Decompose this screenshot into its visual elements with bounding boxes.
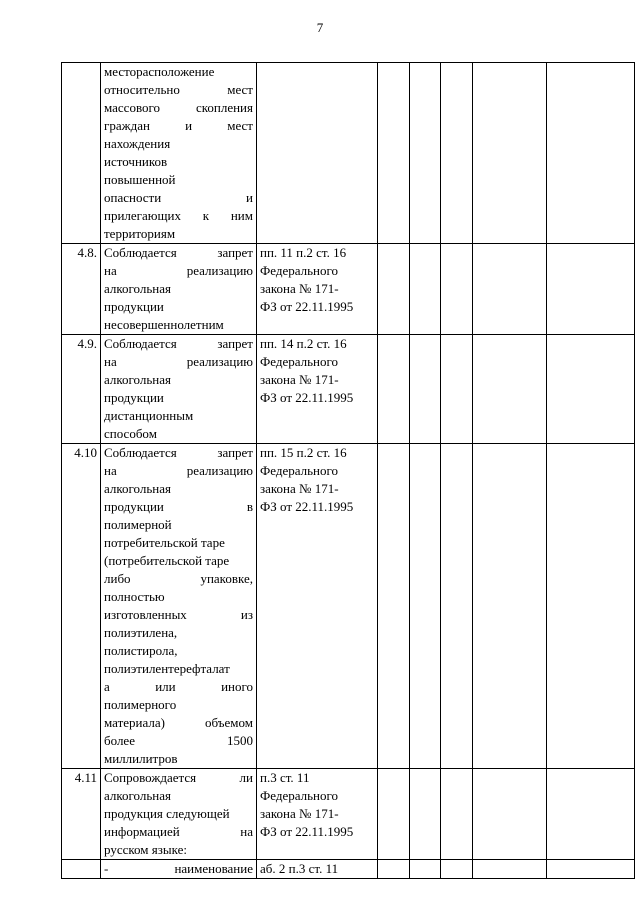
requirement-line: [104, 769, 253, 787]
word: ним: [230, 208, 253, 223]
empty-cell: [473, 244, 547, 335]
word: реализацию: [186, 263, 253, 278]
requirement-line: [104, 732, 253, 750]
empty-cell: [378, 335, 410, 444]
word: и: [246, 190, 253, 205]
word: мест: [227, 118, 253, 133]
requirement-line: алкогольная: [104, 372, 171, 387]
requirement-text: [101, 63, 257, 244]
requirement-line: [104, 262, 253, 280]
legal-reference-line: Федерального: [260, 463, 339, 478]
word: материала): [104, 715, 165, 730]
legal-reference-line: пп. 14 п.2 ст. 16: [260, 336, 347, 351]
word: объемом: [205, 715, 253, 730]
legal-reference-line: закона № 171-: [260, 281, 339, 296]
word: из: [240, 607, 253, 622]
legal-reference: [257, 335, 378, 444]
requirement-line: [104, 81, 253, 99]
requirement-line: [104, 678, 253, 696]
word: граждан: [104, 118, 150, 133]
empty-cell: [410, 860, 441, 879]
empty-cell: [441, 769, 473, 860]
word: на: [104, 354, 117, 369]
word: 1500: [227, 733, 253, 748]
empty-cell: [473, 335, 547, 444]
requirement-line: [104, 462, 253, 480]
word: изготовленных: [104, 607, 187, 622]
requirement-line: [104, 189, 253, 207]
requirement-line: месторасположение: [104, 64, 215, 79]
empty-cell: [473, 769, 547, 860]
requirement-line: повышенной: [104, 172, 176, 187]
word: мест: [227, 82, 253, 97]
empty-cell: [547, 244, 635, 335]
requirement-line: миллилитров: [104, 751, 178, 766]
requirement-text: [101, 335, 257, 444]
requirement-line: [104, 498, 253, 516]
requirement-line: [104, 714, 253, 732]
empty-cell: [378, 63, 410, 244]
legal-reference-line: ФЗ от 22.11.1995: [260, 499, 354, 514]
empty-cell: [473, 444, 547, 769]
word: либо: [104, 571, 131, 586]
requirement-text: [101, 444, 257, 769]
word: запрет: [217, 336, 253, 351]
word: скопления: [195, 100, 253, 115]
word: на: [240, 824, 253, 839]
word: или: [155, 679, 176, 694]
legal-reference-line: ФЗ от 22.11.1995: [260, 390, 354, 405]
requirement-line: несовершеннолетним: [104, 317, 224, 332]
legal-reference-line: закона № 171-: [260, 806, 339, 821]
requirement-line: алкогольная: [104, 788, 171, 803]
row-number: 4.9.: [62, 335, 101, 444]
table-row: [62, 860, 635, 879]
empty-cell: [547, 63, 635, 244]
word: Соблюдается: [104, 245, 177, 260]
word: наименование: [174, 861, 253, 876]
empty-cell: [410, 335, 441, 444]
word: и: [185, 118, 193, 133]
word: на: [104, 463, 117, 478]
empty-cell: [547, 335, 635, 444]
empty-cell: [441, 335, 473, 444]
word: к: [202, 208, 210, 223]
requirement-line: алкогольная: [104, 281, 171, 296]
empty-cell: [547, 769, 635, 860]
word: информацией: [104, 824, 180, 839]
row-number: [62, 860, 101, 879]
legal-reference-line: закона № 171-: [260, 372, 339, 387]
table-row: [62, 244, 635, 335]
legal-reference: [257, 860, 378, 879]
empty-cell: [547, 860, 635, 879]
requirement-line: [104, 860, 253, 878]
empty-cell: [473, 860, 547, 879]
requirement-line: полимерного: [104, 697, 177, 712]
legal-reference-line: ФЗ от 22.11.1995: [260, 299, 354, 314]
legal-reference-line: аб. 2 п.3 ст. 11: [260, 861, 339, 876]
legal-reference-line: пп. 11 п.2 ст. 16: [260, 245, 347, 260]
requirement-line: [104, 335, 253, 353]
empty-cell: [441, 444, 473, 769]
requirement-line: [104, 353, 253, 371]
row-number: [62, 63, 101, 244]
requirement-line: [104, 207, 253, 225]
word: запрет: [217, 245, 253, 260]
word: Сопровождается: [104, 770, 197, 785]
word: реализацию: [186, 463, 253, 478]
requirement-text: [101, 860, 257, 879]
requirement-line: полимерной: [104, 517, 172, 532]
empty-cell: [378, 244, 410, 335]
requirement-line: полистирола,: [104, 643, 178, 658]
legal-reference: [257, 769, 378, 860]
word: запрет: [217, 445, 253, 460]
empty-cell: [441, 244, 473, 335]
requirement-text: [101, 244, 257, 335]
word: Соблюдается: [104, 445, 177, 460]
requirement-line: потребительской таре: [104, 535, 225, 550]
table-row: [62, 769, 635, 860]
requirement-line: полиэтилентерефталат: [104, 661, 230, 676]
word: Соблюдается: [104, 336, 177, 351]
requirement-line: [104, 99, 253, 117]
legal-reference-line: пп. 15 п.2 ст. 16: [260, 445, 347, 460]
word: упаковке,: [200, 571, 253, 586]
legal-reference-line: Федерального: [260, 788, 339, 803]
table-row: [62, 444, 635, 769]
empty-cell: [473, 63, 547, 244]
legal-reference: [257, 444, 378, 769]
requirement-line: [104, 606, 253, 624]
empty-cell: [547, 444, 635, 769]
empty-cell: [410, 244, 441, 335]
requirement-line: территориям: [104, 226, 176, 241]
legal-reference-line: закона № 171-: [260, 481, 339, 496]
word: ли: [239, 770, 253, 785]
empty-cell: [378, 860, 410, 879]
word: а: [104, 679, 110, 694]
page-number: 7: [316, 20, 324, 35]
requirement-line: (потребительской таре: [104, 553, 230, 568]
requirement-line: дистанционным: [104, 408, 194, 423]
requirement-line: нахождения: [104, 136, 171, 151]
empty-cell: [410, 444, 441, 769]
word: на: [104, 263, 117, 278]
requirement-line: полностью: [104, 589, 165, 604]
legal-reference: [257, 63, 378, 244]
empty-cell: [441, 860, 473, 879]
requirement-line: источников: [104, 154, 168, 169]
table-row: [62, 63, 635, 244]
checklist-table: [61, 62, 635, 879]
requirement-line: продукция следующей: [104, 806, 230, 821]
word: прилегающих: [104, 208, 181, 223]
row-number: 4.10: [62, 444, 101, 769]
legal-reference-line: Федерального: [260, 354, 339, 369]
word: продукции: [104, 499, 164, 514]
word: в: [246, 499, 253, 514]
row-number: 4.11: [62, 769, 101, 860]
empty-cell: [378, 769, 410, 860]
empty-cell: [441, 63, 473, 244]
requirement-line: [104, 444, 253, 462]
requirement-line: [104, 117, 253, 135]
requirement-line: способом: [104, 426, 157, 441]
table-row: [62, 335, 635, 444]
legal-reference-line: Федерального: [260, 263, 339, 278]
table-body: [62, 63, 635, 879]
word: массового: [104, 100, 161, 115]
requirement-line: полиэтилена,: [104, 625, 178, 640]
requirement-line: [104, 244, 253, 262]
requirement-text: [101, 769, 257, 860]
requirement-line: [104, 570, 253, 588]
requirement-line: русском языке:: [104, 842, 187, 857]
word: реализацию: [186, 354, 253, 369]
legal-reference-line: п.3 ст. 11: [260, 770, 310, 785]
word: опасности: [104, 190, 162, 205]
empty-cell: [410, 63, 441, 244]
requirement-line: продукции: [104, 390, 164, 405]
legal-reference-line: ФЗ от 22.11.1995: [260, 824, 354, 839]
row-number: 4.8.: [62, 244, 101, 335]
word: иного: [221, 679, 253, 694]
word: относительно: [104, 82, 180, 97]
word: более: [104, 733, 135, 748]
empty-cell: [410, 769, 441, 860]
requirement-line: алкогольная: [104, 481, 171, 496]
requirement-line: [104, 823, 253, 841]
legal-reference: [257, 244, 378, 335]
word: -: [104, 861, 109, 876]
requirement-line: продукции: [104, 299, 164, 314]
empty-cell: [378, 444, 410, 769]
